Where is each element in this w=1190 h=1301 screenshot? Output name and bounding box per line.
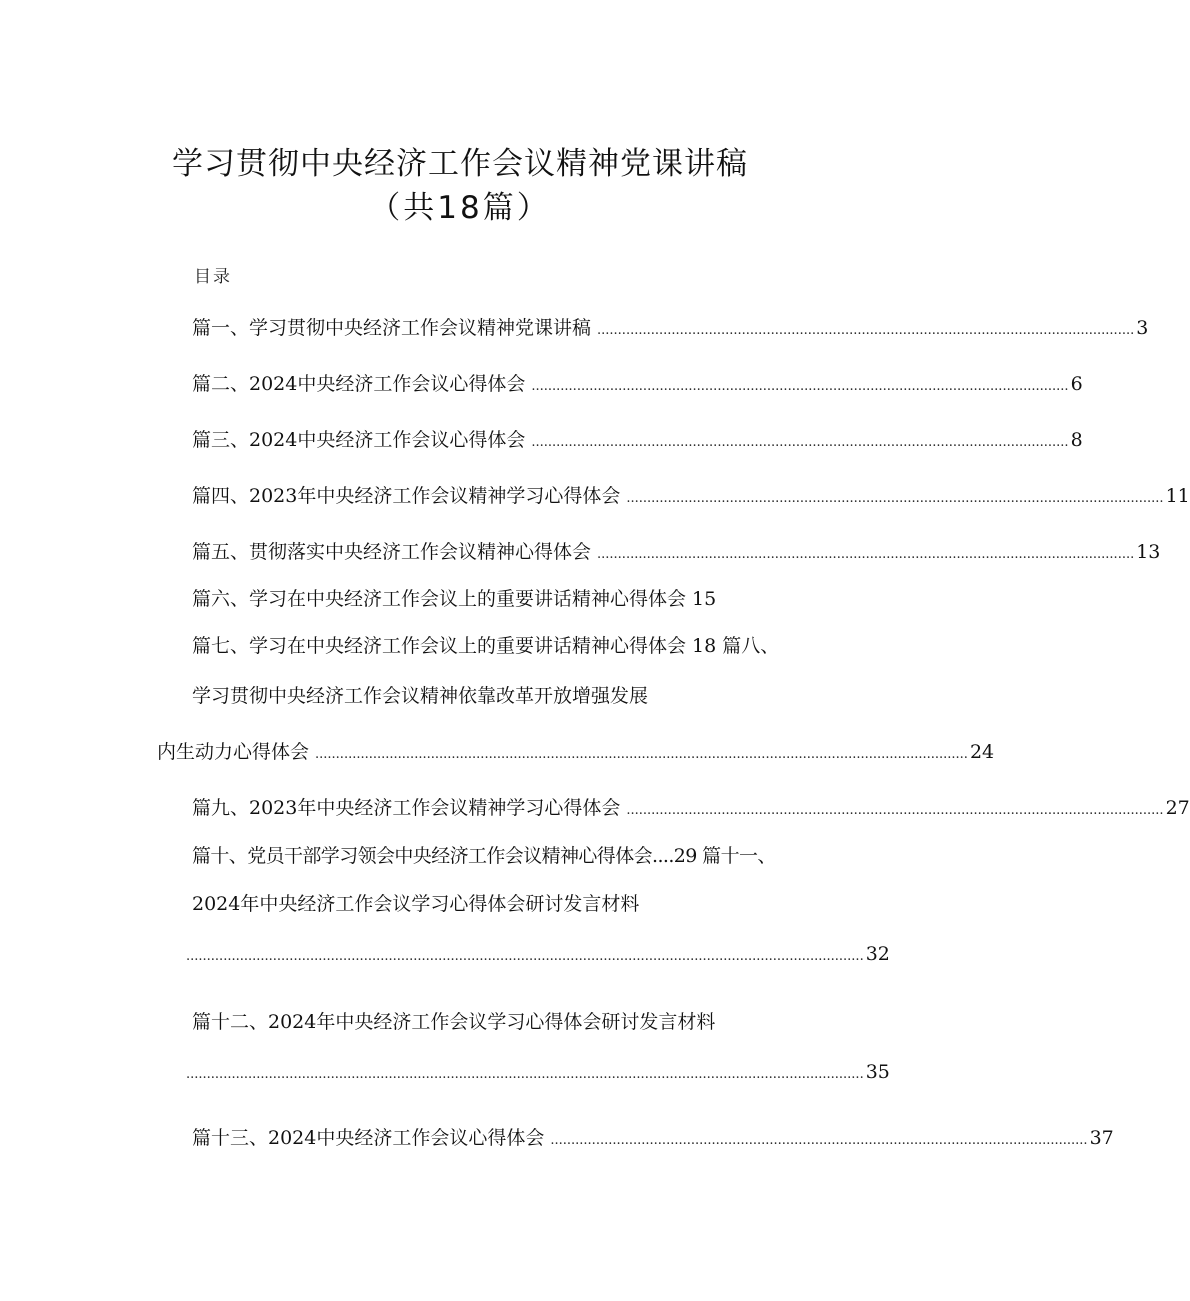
toc-entry-11[interactable]: 2024年中央经济工作会议学习心得体会研讨发言材料 xyxy=(192,893,640,915)
toc-entry-12[interactable]: 篇十二、2024年中央经济工作会议学习心得体会研讨发言材料 xyxy=(192,1011,716,1033)
toc-page-number: 8 xyxy=(1070,429,1083,451)
toc-leader-dots: .................................................................................................................................. xyxy=(597,323,1135,338)
toc-leader-dots: .............................................................................................................................................................. xyxy=(315,747,968,762)
toc-page-number: 37 xyxy=(1089,1127,1114,1149)
toc-page-number: 24 xyxy=(969,741,995,763)
toc-entry-text: 篇九、2023年中央经济工作会议精神学习心得体会 xyxy=(192,797,621,819)
toc-leader-dots: .................................................................................................................................. xyxy=(626,803,1164,818)
toc-entry-6[interactable]: 篇六、学习在中央经济工作会议上的重要讲话精神心得体会 15 xyxy=(192,588,717,610)
toc-leader-dots: .................................................................................................................................. xyxy=(550,1133,1088,1148)
toc-entry-text: 篇五、贯彻落实中央经济工作会议精神心得体会 xyxy=(192,541,592,563)
toc-entry-text: 篇一、学习贯彻中央经济工作会议精神党课讲稿 xyxy=(192,317,592,339)
toc-page-number: 35 xyxy=(865,1061,890,1083)
toc-leader-dots: .................................................................................................................................. xyxy=(531,379,1069,394)
toc-page-number: 11 xyxy=(1165,485,1190,507)
toc-entry-12-continued[interactable] xyxy=(186,1060,890,1087)
toc-entry-1[interactable] xyxy=(192,316,1149,343)
toc-entry-7[interactable]: 篇七、学习在中央经济工作会议上的重要讲话精神心得体会 18 篇八、 xyxy=(192,635,780,657)
toc-heading: 目录 xyxy=(194,267,232,287)
toc-entry-text: 篇二、2024中央经济工作会议心得体会 xyxy=(192,373,526,395)
document-title: 学习贯彻中央经济工作会议精神党课讲稿 xyxy=(172,146,748,182)
toc-page-number: 6 xyxy=(1070,373,1083,395)
toc-entry-8-continued[interactable] xyxy=(157,740,995,767)
toc-entry-10[interactable]: 篇十、党员干部学习领会中央经济工作会议精神心得体会....29 篇十一、 xyxy=(192,845,776,867)
toc-entry-text: 篇三、2024中央经济工作会议心得体会 xyxy=(192,429,526,451)
toc-entry-text: 内生动力心得体会 xyxy=(157,741,310,763)
document-subtitle: （共18篇） xyxy=(369,190,551,226)
toc-entry-9[interactable] xyxy=(192,796,1190,823)
toc-leader-dots: .................................................................................................................................. xyxy=(531,435,1069,450)
toc-page-number: 13 xyxy=(1136,541,1161,563)
toc-page-number: 3 xyxy=(1136,317,1149,339)
toc-page-number: 32 xyxy=(865,943,890,965)
toc-entry-8[interactable]: 学习贯彻中央经济工作会议精神依靠改革开放增强发展 xyxy=(192,685,649,707)
toc-entry-11-continued[interactable] xyxy=(186,942,890,969)
toc-leader-dots: .................................................................................................................................. xyxy=(626,491,1164,506)
toc-leader-dots: .................................................................................................................................................................... xyxy=(186,949,864,964)
toc-entry-text: 篇四、2023年中央经济工作会议精神学习心得体会 xyxy=(192,485,621,507)
toc-entry-5[interactable] xyxy=(192,540,1161,567)
toc-page-number: 27 xyxy=(1165,797,1190,819)
toc-entry-text: 篇十三、2024中央经济工作会议心得体会 xyxy=(192,1127,545,1149)
toc-entry-4[interactable] xyxy=(192,484,1190,511)
toc-entry-13[interactable] xyxy=(192,1126,1114,1153)
toc-leader-dots: .................................................................................................................................................................... xyxy=(186,1067,864,1082)
toc-entry-3[interactable] xyxy=(192,428,1083,455)
toc-leader-dots: .................................................................................................................................. xyxy=(597,547,1135,562)
toc-entry-2[interactable] xyxy=(192,372,1083,399)
